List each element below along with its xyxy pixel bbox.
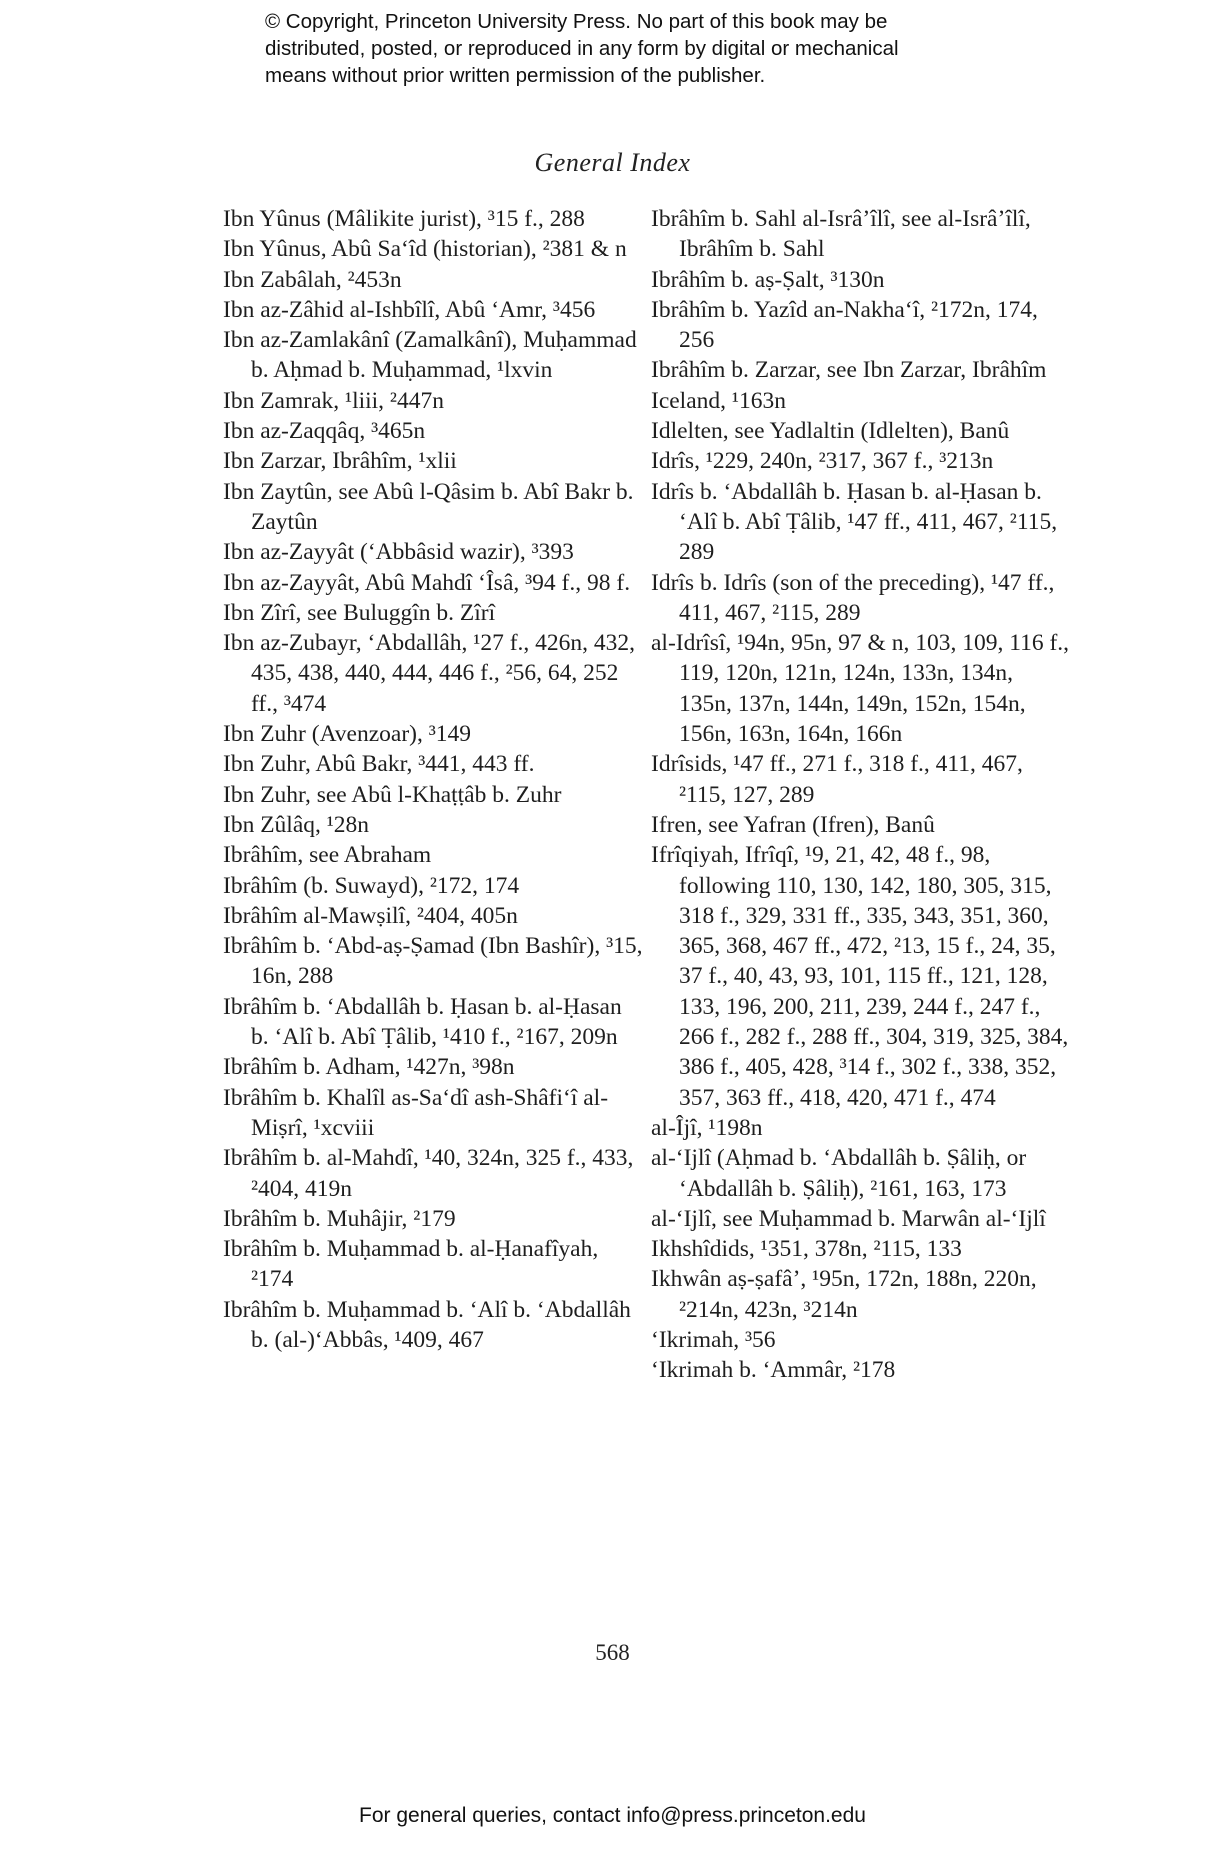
index-entry: Ibrâhîm, see Abraham: [223, 842, 432, 869]
index-entry: Ibn Zamrak, ¹liii, ²447n: [223, 387, 444, 414]
index-entry: Ibn Zuhr, Abû Bakr, ³441, 443 ff.: [223, 751, 535, 778]
index-entry: Ibn az-Zaqqâq, ³465n: [223, 418, 426, 445]
index-entry: Ibn az-Zayyât, Abû Mahdî ‘Îsâ, ³94 f., 98 f.: [223, 569, 631, 596]
copyright-notice: [265, 8, 985, 89]
index-entry: al-Idrîsî, ¹94n, 95n, 97 & n, 103, 109, 116 f., 119, 120n, 121n, 124n, 133n, 134n, 135n, 137n, 144n, 149n, 152n, 154n, 156n, 163n, 164n, 166n: [651, 630, 1070, 748]
index-entry: Ibrâhîm b. Sahl al-Isrâ’îlî, see al-Isrâ’îlî, Ibrâhîm b. Sahl: [651, 206, 1031, 263]
index-entry: Ifren, see Yafran (Ifren), Banû: [651, 811, 935, 838]
index-entry: Ibrâhîm b. Adham, ¹427n, ³98n: [223, 1054, 515, 1081]
running-head: General Index: [534, 148, 691, 177]
index-entry: Ibn Zuhr, see Abû l-Khaṭṭâb b. Zuhr: [223, 781, 562, 808]
index-entry: Ibrâhîm b. aṣ-Ṣalt, ³130n: [651, 266, 885, 293]
copyright-line: © Copyright, Princeton University Press. No part of this book may be: [265, 10, 888, 33]
index-entry: Ibrâhîm b. ‘Abd-aṣ-Ṣamad (Ibn Bashîr), ³15, 16n, 288: [223, 933, 643, 990]
index-entry: Ibrâhîm (b. Suwayd), ²172, 174: [223, 872, 520, 899]
index-entry: Ibrâhîm b. Muḥammad b. al-Ḥanafîyah, ²174: [223, 1236, 599, 1293]
index-entry: al-Îjî, ¹198n: [651, 1114, 763, 1141]
index-entry: Ibn Zîrî, see Buluggîn b. Zîrî: [223, 599, 496, 626]
index-entry: Ibn az-Zubayr, ‘Abdallâh, ¹27 f., 426n, 432, 435, 438, 440, 444, 446 f., ²56, 64, 252 ff., ³474: [223, 630, 636, 717]
index-entry: Idrîs, ¹229, 240n, ²317, 367 f., ³213n: [651, 448, 994, 475]
index-column-right: [651, 204, 1071, 1386]
index-entry: Idrîs b. Idrîs (son of the preceding), ¹47 ff., 411, 467, ²115, 289: [651, 569, 1055, 626]
index-entry: ‘Ikrimah b. ‘Ammâr, ²178: [651, 1357, 896, 1384]
index-entry: Ibn az-Zamlakânî (Zamalkânî), Muḥammad b. Aḥmad b. Muḥammad, ¹lxvin: [223, 327, 637, 384]
index-entry: Idlelten, see Yadlaltin (Idlelten), Banû: [651, 418, 1010, 445]
index-entry: Ibrâhîm b. Yazîd an-Nakha‘î, ²172n, 174, 256: [651, 296, 1038, 354]
index-entry: Ibn Zabâlah, ²453n: [223, 266, 402, 293]
index-entry: Ibrâhîm b. ‘Abdallâh b. Ḥasan b. al-Ḥasan b. ‘Alî b. Abî Ṭâlib, ¹410 f., ²167, 209n: [223, 993, 622, 1051]
index-entry: Ibn Yûnus (Mâlikite jurist), ³15 f., 288: [223, 206, 585, 232]
index-entry: Ibn Yûnus, Abû Sa‘îd (historian), ²381 & n: [223, 236, 627, 263]
index-entry: Ikhwân aṣ-ṣafâ’, ¹95n, 172n, 188n, 220n, ²214n, 423n, ³214n: [651, 1266, 1037, 1323]
index-entry: Ibn Zarzar, Ibrâhîm, ¹xlii: [223, 448, 457, 475]
index-entry: Ibrâhîm b. al-Mahdî, ¹40, 324n, 325 f., 433, ²404, 419n: [223, 1145, 634, 1202]
index-entry: Iceland, ¹163n: [651, 387, 786, 414]
index-entry: Ibn az-Zayyât (‘Abbâsid wazir), ³393: [223, 539, 574, 566]
index-entry: al-‘Ijlî, see Muḥammad b. Marwân al-‘Ijlî: [651, 1205, 1046, 1232]
index-entry: Ibn az-Zâhid al-Ishbîlî, Abû ‘Amr, ³456: [223, 296, 596, 323]
copyright-line: distributed, posted, or reproduced in any form by digital or mechanical: [265, 37, 899, 60]
page-number: 568: [595, 1640, 630, 1665]
index-entry: Ibrâhîm b. Zarzar, see Ibn Zarzar, Ibrâhîm: [651, 357, 1047, 384]
index-entry: Ifrîqiyah, Ifrîqî, ¹9, 21, 42, 48 f., 98, following 110, 130, 142, 180, 305, 315, 318 f., 329, 331 ff., 335, 343, 351, 360, 365, 368, 467 ff., 472, ²13, 15 f., 24, 35, 37 f., 40, 43, 93, 101, 115 ff., 121, 128, 133, 196, 200, 211, 239, 244 f., 247 f., 266 f., 282 f., 288 ff., 304, 319, 325, 384, 386 f., 405, 428, ³14 f., 302 f., 338, 352, 357, 363 ff., 418, 420, 471 f., 474: [651, 842, 1069, 1111]
index-entry: al-‘Ijlî (Aḥmad b. ‘Abdallâh b. Ṣâliḥ, or ‘Abdallâh b. Ṣâliḥ), ²161, 163, 173: [651, 1145, 1027, 1202]
index-entry: Ibn Zûlâq, ¹28n: [223, 811, 370, 838]
index-entry: Ibn Zuhr (Avenzoar), ³149: [223, 721, 472, 748]
index-entry: Idrîs b. ‘Abdallâh b. Ḥasan b. al-Ḥasan b. ‘Alî b. Abî Ṭâlib, ¹47 ff., 411, 467, ²115, 289: [651, 478, 1058, 566]
footer-contact: For general queries, contact info@press.princeton.edu: [359, 1804, 866, 1827]
index-entry: Ikhshîdids, ¹351, 378n, ²115, 133: [651, 1236, 962, 1263]
index-column-left: [223, 204, 643, 1355]
index-entry: ‘Ikrimah, ³56: [651, 1326, 776, 1353]
index-entry: Ibn Zaytûn, see Abû l-Qâsim b. Abî Bakr b. Zaytûn: [223, 478, 634, 535]
index-entry: Ibrâhîm b. Muhâjir, ²179: [223, 1205, 456, 1232]
index-entry: Ibrâhîm b. Khalîl as-Sa‘dî ash-Shâfi‘î al-Miṣrî, ¹xcviii: [223, 1084, 609, 1141]
index-entry: Ibrâhîm b. Muḥammad b. ‘Alî b. ‘Abdallâh b. (al-)‘Abbâs, ¹409, 467: [223, 1296, 631, 1353]
copyright-line: means without prior written permission of the publisher.: [265, 64, 766, 87]
index-entry: Idrîsids, ¹47 ff., 271 f., 318 f., 411, 467, ²115, 127, 289: [651, 751, 1023, 808]
index-entry: Ibrâhîm al-Mawṣilî, ²404, 405n: [223, 902, 518, 929]
